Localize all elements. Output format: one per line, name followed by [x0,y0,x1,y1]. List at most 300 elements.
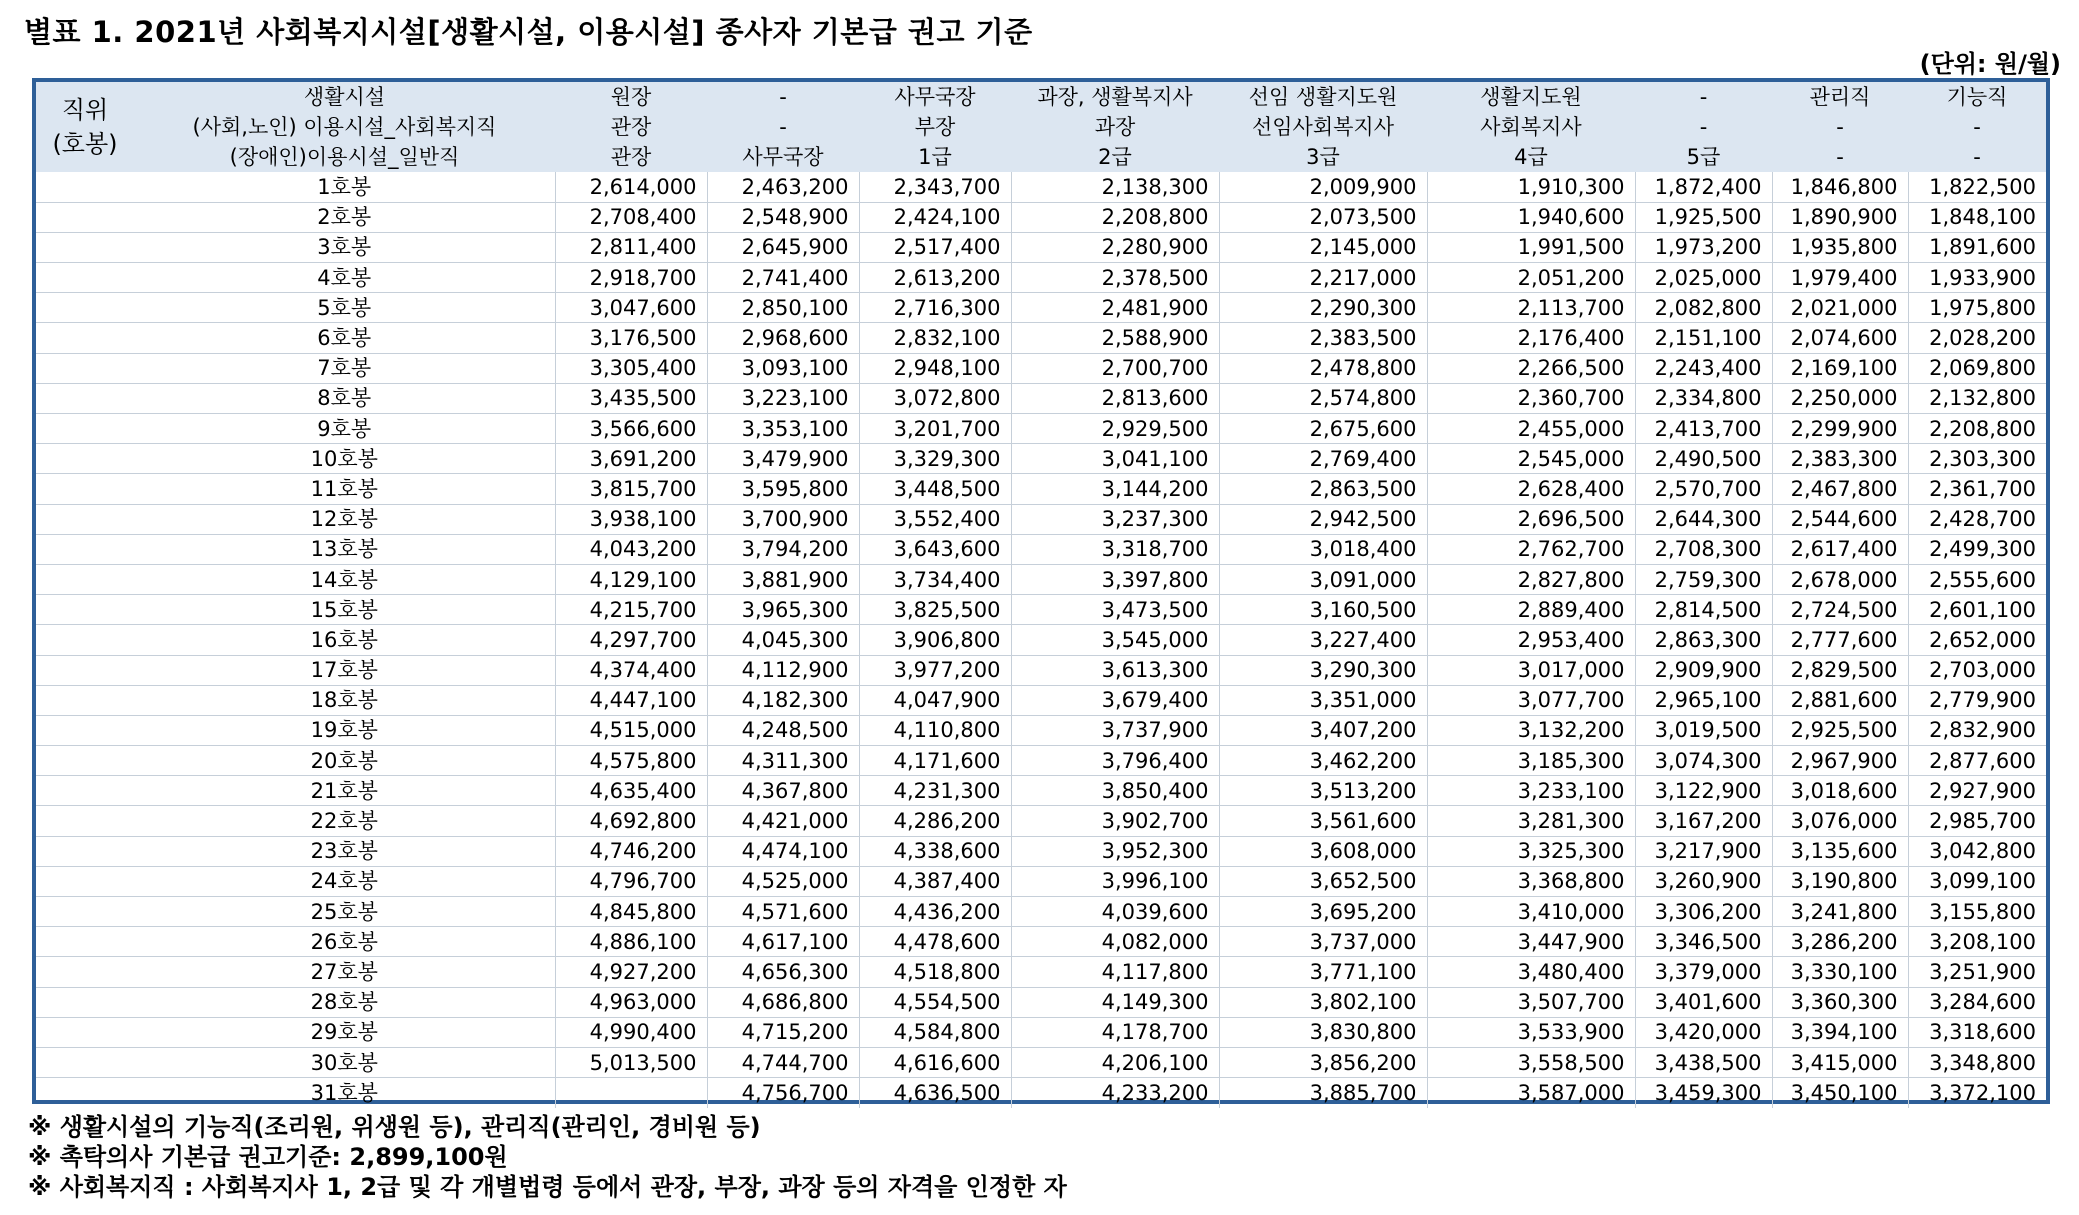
table-row [36,414,2046,444]
salary-cell: 3,545,000 [1011,625,1219,655]
salary-cell: 3,737,000 [1219,927,1427,957]
table-row [36,897,2046,927]
salary-cell: 2,145,000 [1219,232,1427,262]
salary-cell [555,1078,707,1108]
table-row [36,263,2046,293]
salary-cell: 4,182,300 [707,685,859,715]
column-header: - [1772,142,1908,172]
position-label: 직위 [61,96,109,124]
salary-cell: 3,410,000 [1427,897,1635,927]
salary-cell: 3,802,100 [1219,987,1427,1017]
salary-cell: 2,025,000 [1635,263,1772,293]
grade-cell: 16호봉 [134,625,555,655]
salary-cell: 2,009,900 [1219,172,1427,202]
salary-cell: 1,848,100 [1908,202,2046,232]
grade-cell: 27호봉 [134,957,555,987]
salary-cell: 3,420,000 [1635,1017,1772,1047]
salary-cell: 3,587,000 [1427,1078,1635,1108]
salary-cell: 3,856,200 [1219,1047,1427,1077]
grade-cell: 9호봉 [134,414,555,444]
blank-cell [36,1078,134,1108]
salary-cell: 2,617,400 [1772,534,1908,564]
salary-cell: 4,374,400 [555,655,707,685]
salary-cell: 4,990,400 [555,1017,707,1047]
salary-cell: 3,047,600 [555,293,707,323]
blank-cell [36,564,134,594]
salary-cell: 3,401,600 [1635,987,1772,1017]
salary-cell: 1,872,400 [1635,172,1772,202]
salary-cell: 1,975,800 [1908,293,2046,323]
blank-cell [36,836,134,866]
salary-cell: 3,353,100 [707,414,859,444]
salary-cell: 2,832,100 [859,323,1011,353]
column-header: 사무국장 [707,142,859,172]
salary-cell: 2,290,300 [1219,293,1427,323]
salary-cell: 3,435,500 [555,383,707,413]
salary-cell: 3,595,800 [707,474,859,504]
salary-cell: 3,241,800 [1772,897,1908,927]
grade-cell: 7호봉 [134,353,555,383]
salary-cell: 4,421,000 [707,806,859,836]
salary-cell: 2,428,700 [1908,504,2046,534]
salary-cell: 4,215,700 [555,595,707,625]
table-row [36,232,2046,262]
column-header: 사회복지사 [1427,112,1635,142]
salary-cell: 4,082,000 [1011,927,1219,957]
salary-cell: 3,459,300 [1635,1078,1772,1108]
table-row [36,202,2046,232]
salary-cell: 2,863,300 [1635,625,1772,655]
salary-cell: 3,135,600 [1772,836,1908,866]
blank-cell [36,504,134,534]
table-row [36,866,2046,896]
salary-cell: 2,424,100 [859,202,1011,232]
blank-cell [36,746,134,776]
blank-cell [36,927,134,957]
salary-cell: 4,387,400 [859,866,1011,896]
column-header: - [1772,112,1908,142]
salary-cell: 4,231,300 [859,776,1011,806]
salary-cell: 2,829,500 [1772,655,1908,685]
salary-cell: 3,643,600 [859,534,1011,564]
salary-cell: 3,906,800 [859,625,1011,655]
salary-cell: 3,260,900 [1635,866,1772,896]
salary-cell: 4,927,200 [555,957,707,987]
salary-cell: 3,072,800 [859,383,1011,413]
grade-cell: 3호봉 [134,232,555,262]
salary-cell: 3,734,400 [859,564,1011,594]
grade-cell: 29호봉 [134,1017,555,1047]
blank-cell [36,414,134,444]
salary-cell: 2,378,500 [1011,263,1219,293]
salary-cell: 2,965,100 [1635,685,1772,715]
salary-cell: 3,794,200 [707,534,859,564]
blank-cell [36,897,134,927]
salary-cell: 2,588,900 [1011,323,1219,353]
grade-cell: 4호봉 [134,263,555,293]
salary-cell: 2,652,000 [1908,625,2046,655]
salary-cell: 3,679,400 [1011,685,1219,715]
salary-cell: 3,695,200 [1219,897,1427,927]
salary-cell: 4,963,000 [555,987,707,1017]
grade-cell: 19호봉 [134,715,555,745]
salary-cell: 3,379,000 [1635,957,1772,987]
salary-cell: 2,082,800 [1635,293,1772,323]
salary-cell: 2,517,400 [859,232,1011,262]
grade-cell: 25호봉 [134,897,555,927]
salary-cell: 2,021,000 [1772,293,1908,323]
footnote: ※ 촉탁의사 기본급 권고기준: 2,899,100원 [28,1143,508,1171]
salary-cell: 3,394,100 [1772,1017,1908,1047]
salary-cell: 4,886,100 [555,927,707,957]
salary-cell: 3,217,900 [1635,836,1772,866]
salary-cell: 3,902,700 [1011,806,1219,836]
salary-cell: 2,614,000 [555,172,707,202]
grade-label: (호봉) [52,130,118,158]
salary-cell: 2,478,800 [1219,353,1427,383]
salary-cell: 2,383,500 [1219,323,1427,353]
blank-cell [36,1017,134,1047]
column-header: - [1635,82,1772,112]
blank-cell [36,715,134,745]
salary-cell: 4,744,700 [707,1047,859,1077]
column-header: 선임 생활지도원 [1219,82,1427,112]
column-header: 과장, 생활복지사 [1011,82,1219,112]
salary-cell: 2,545,000 [1427,444,1635,474]
salary-cell: 3,796,400 [1011,746,1219,776]
salary-cell: 4,206,100 [1011,1047,1219,1077]
salary-cell: 3,042,800 [1908,836,2046,866]
grade-cell: 14호봉 [134,564,555,594]
column-header: 생활지도원 [1427,82,1635,112]
salary-cell: 2,499,300 [1908,534,2046,564]
grade-cell: 24호봉 [134,866,555,896]
salary-cell: 2,343,700 [859,172,1011,202]
salary-cell: 3,318,700 [1011,534,1219,564]
salary-cell: 2,490,500 [1635,444,1772,474]
salary-cell: 4,518,800 [859,957,1011,987]
salary-cell: 1,891,600 [1908,232,2046,262]
blank-cell [36,625,134,655]
salary-cell: 2,644,300 [1635,504,1772,534]
salary-cell: 2,759,300 [1635,564,1772,594]
salary-cell: 3,077,700 [1427,685,1635,715]
salary-cell: 5,013,500 [555,1047,707,1077]
column-header: - [1908,142,2046,172]
salary-cell: 4,756,700 [707,1078,859,1108]
table-row [36,1047,2046,1077]
salary-cell: 2,696,500 [1427,504,1635,534]
salary-cell: 2,243,400 [1635,353,1772,383]
salary-cell: 2,953,400 [1427,625,1635,655]
page-title: 별표 1. 2021년 사회복지시설[생활시설, 이용시설] 종사자 기본급 권고 기준 [24,15,1033,49]
salary-cell: 3,438,500 [1635,1047,1772,1077]
grade-cell: 22호봉 [134,806,555,836]
salary-cell: 4,636,500 [859,1078,1011,1108]
salary-cell: 2,413,700 [1635,414,1772,444]
salary-cell: 4,692,800 [555,806,707,836]
blank-cell [36,806,134,836]
salary-cell: 3,251,900 [1908,957,2046,987]
salary-cell: 1,979,400 [1772,263,1908,293]
salary-cell: 2,361,700 [1908,474,2046,504]
column-header: - [707,82,859,112]
salary-cell: 3,290,300 [1219,655,1427,685]
grade-cell: 20호봉 [134,746,555,776]
footnotes [28,1112,1067,1202]
salary-cell: 2,544,600 [1772,504,1908,534]
salary-cell: 2,716,300 [859,293,1011,323]
grade-cell: 23호봉 [134,836,555,866]
grade-cell: 13호봉 [134,534,555,564]
salary-cell: 2,151,100 [1635,323,1772,353]
salary-cell: 3,462,200 [1219,746,1427,776]
grade-cell: 31호봉 [134,1078,555,1108]
salary-cell: 3,830,800 [1219,1017,1427,1047]
salary-cell: 1,991,500 [1427,232,1635,262]
column-header: 관장 [555,112,707,142]
grade-cell: 5호봉 [134,293,555,323]
salary-cell: 4,436,200 [859,897,1011,927]
column-header: 원장 [555,82,707,112]
salary-cell: 3,885,700 [1219,1078,1427,1108]
salary-cell: 4,117,800 [1011,957,1219,987]
salary-cell: 4,112,900 [707,655,859,685]
salary-cell: 2,463,200 [707,172,859,202]
salary-cell: 3,360,300 [1772,987,1908,1017]
salary-cell: 4,635,400 [555,776,707,806]
column-header: 1급 [859,142,1011,172]
table-row [36,625,2046,655]
salary-cell: 3,952,300 [1011,836,1219,866]
salary-cell: 2,481,900 [1011,293,1219,323]
grade-cell: 11호봉 [134,474,555,504]
salary-cell: 4,474,100 [707,836,859,866]
salary-cell: 2,570,700 [1635,474,1772,504]
salary-cell: 4,656,300 [707,957,859,987]
salary-cell: 4,367,800 [707,776,859,806]
salary-cell: 3,176,500 [555,323,707,353]
blank-cell [36,172,134,202]
salary-cell: 3,286,200 [1772,927,1908,957]
blank-cell [36,595,134,625]
table-row [36,746,2046,776]
salary-cell: 2,613,200 [859,263,1011,293]
salary-cell: 3,329,300 [859,444,1011,474]
table-row [36,293,2046,323]
blank-cell [36,444,134,474]
grade-cell: 21호봉 [134,776,555,806]
table-row [36,1078,2046,1108]
grade-cell: 6호봉 [134,323,555,353]
salary-cell: 4,575,800 [555,746,707,776]
salary-cell: 2,628,400 [1427,474,1635,504]
salary-cell: 3,018,400 [1219,534,1427,564]
salary-cell: 2,827,800 [1427,564,1635,594]
salary-cell: 4,515,000 [555,715,707,745]
salary-cell: 3,351,000 [1219,685,1427,715]
table-body [36,172,2046,1108]
salary-cell: 2,850,100 [707,293,859,323]
salary-cell: 3,479,900 [707,444,859,474]
salary-cell: 3,223,100 [707,383,859,413]
position-header [36,82,134,172]
salary-cell: 2,927,900 [1908,776,2046,806]
table-row [36,444,2046,474]
salary-cell: 2,113,700 [1427,293,1635,323]
salary-cell: 2,948,100 [859,353,1011,383]
salary-cell: 2,811,400 [555,232,707,262]
salary-cell: 3,318,600 [1908,1017,2046,1047]
salary-cell: 4,248,500 [707,715,859,745]
footnote: ※ 생활시설의 기능직(조리원, 위생원 등), 관리직(관리인, 경비원 등) [28,1113,761,1141]
salary-cell: 3,996,100 [1011,866,1219,896]
salary-cell: 3,561,600 [1219,806,1427,836]
salary-cell: 3,613,300 [1011,655,1219,685]
salary-cell: 3,977,200 [859,655,1011,685]
salary-cell: 3,815,700 [555,474,707,504]
salary-cell: 3,019,500 [1635,715,1772,745]
column-header: 3급 [1219,142,1427,172]
column-header: - [1908,112,2046,142]
grade-cell: 17호봉 [134,655,555,685]
table-row [36,534,2046,564]
salary-cell: 3,155,800 [1908,897,2046,927]
salary-cell: 2,074,600 [1772,323,1908,353]
column-header: 2급 [1011,142,1219,172]
salary-cell: 2,678,000 [1772,564,1908,594]
salary-cell: 3,825,500 [859,595,1011,625]
salary-cell: 4,047,900 [859,685,1011,715]
grade-cell: 12호봉 [134,504,555,534]
salary-cell: 4,110,800 [859,715,1011,745]
salary-cell: 2,700,700 [1011,353,1219,383]
salary-cell: 4,478,600 [859,927,1011,957]
table-row [36,595,2046,625]
column-header: 4급 [1427,142,1635,172]
salary-cell: 4,178,700 [1011,1017,1219,1047]
blank-cell [36,987,134,1017]
salary-cell: 2,881,600 [1772,685,1908,715]
salary-cell: 1,933,900 [1908,263,2046,293]
salary-cell: 1,935,800 [1772,232,1908,262]
salary-cell: 4,043,200 [555,534,707,564]
salary-cell: 3,771,100 [1219,957,1427,987]
salary-cell: 2,073,500 [1219,202,1427,232]
salary-cell: 3,167,200 [1635,806,1772,836]
salary-cell: 2,028,200 [1908,323,2046,353]
grade-cell: 28호봉 [134,987,555,1017]
salary-cell: 3,284,600 [1908,987,2046,1017]
salary-cell: 1,846,800 [1772,172,1908,202]
salary-cell: 2,645,900 [707,232,859,262]
table-row [36,383,2046,413]
salary-cell: 2,925,500 [1772,715,1908,745]
salary-cell: 3,691,200 [555,444,707,474]
column-header: 관리직 [1772,82,1908,112]
salary-cell: 3,533,900 [1427,1017,1635,1047]
column-header: 기능직 [1908,82,2046,112]
blank-cell [36,1047,134,1077]
grade-cell: 8호봉 [134,383,555,413]
salary-cell: 4,571,600 [707,897,859,927]
table-row [36,655,2046,685]
salary-cell: 2,208,800 [1011,202,1219,232]
blank-cell [36,263,134,293]
blank-cell [36,383,134,413]
salary-cell: 3,552,400 [859,504,1011,534]
table-row [36,564,2046,594]
row-label-social-welfare: (사회,노인) 이용시설_사회복지직 [134,112,555,142]
salary-cell: 2,280,900 [1011,232,1219,262]
salary-cell: 4,311,300 [707,746,859,776]
salary-cell: 2,675,600 [1219,414,1427,444]
salary-cell: 3,938,100 [555,504,707,534]
table-row [36,836,2046,866]
blank-cell [36,776,134,806]
salary-cell: 2,299,900 [1772,414,1908,444]
salary-cell: 1,910,300 [1427,172,1635,202]
salary-cell: 1,940,600 [1427,202,1635,232]
salary-cell: 4,554,500 [859,987,1011,1017]
salary-cell: 3,368,800 [1427,866,1635,896]
salary-cell: 2,779,900 [1908,685,2046,715]
salary-cell: 1,973,200 [1635,232,1772,262]
salary-cell: 2,217,000 [1219,263,1427,293]
salary-cell: 2,968,600 [707,323,859,353]
salary-table-container [32,78,2050,1104]
salary-cell: 2,051,200 [1427,263,1635,293]
salary-cell: 3,737,900 [1011,715,1219,745]
salary-cell: 4,149,300 [1011,987,1219,1017]
blank-cell [36,866,134,896]
unit-label: (단위: 원/월) [1919,50,2061,78]
salary-cell: 4,746,200 [555,836,707,866]
table-row [36,1017,2046,1047]
salary-cell: 3,305,400 [555,353,707,383]
salary-cell: 4,616,600 [859,1047,1011,1077]
salary-cell: 2,863,500 [1219,474,1427,504]
salary-cell: 3,566,600 [555,414,707,444]
blank-cell [36,474,134,504]
table-row [36,353,2046,383]
salary-cell: 2,467,800 [1772,474,1908,504]
salary-cell: 3,074,300 [1635,746,1772,776]
salary-cell: 3,513,200 [1219,776,1427,806]
salary-cell: 3,608,000 [1219,836,1427,866]
salary-cell: 3,201,700 [859,414,1011,444]
salary-cell: 2,383,300 [1772,444,1908,474]
salary-cell: 2,169,100 [1772,353,1908,383]
salary-cell: 3,415,000 [1772,1047,1908,1077]
salary-cell: 2,548,900 [707,202,859,232]
salary-cell: 4,715,200 [707,1017,859,1047]
salary-cell: 4,297,700 [555,625,707,655]
grade-cell: 30호봉 [134,1047,555,1077]
salary-cell: 2,574,800 [1219,383,1427,413]
salary-cell: 3,965,300 [707,595,859,625]
salary-cell: 2,769,400 [1219,444,1427,474]
column-header: 5급 [1635,142,1772,172]
salary-cell: 2,909,900 [1635,655,1772,685]
salary-cell: 3,348,800 [1908,1047,2046,1077]
salary-cell: 4,171,600 [859,746,1011,776]
salary-cell: 2,138,300 [1011,172,1219,202]
salary-cell: 3,018,600 [1772,776,1908,806]
salary-cell: 4,525,000 [707,866,859,896]
salary-cell: 2,741,400 [707,263,859,293]
salary-cell: 2,877,600 [1908,746,2046,776]
